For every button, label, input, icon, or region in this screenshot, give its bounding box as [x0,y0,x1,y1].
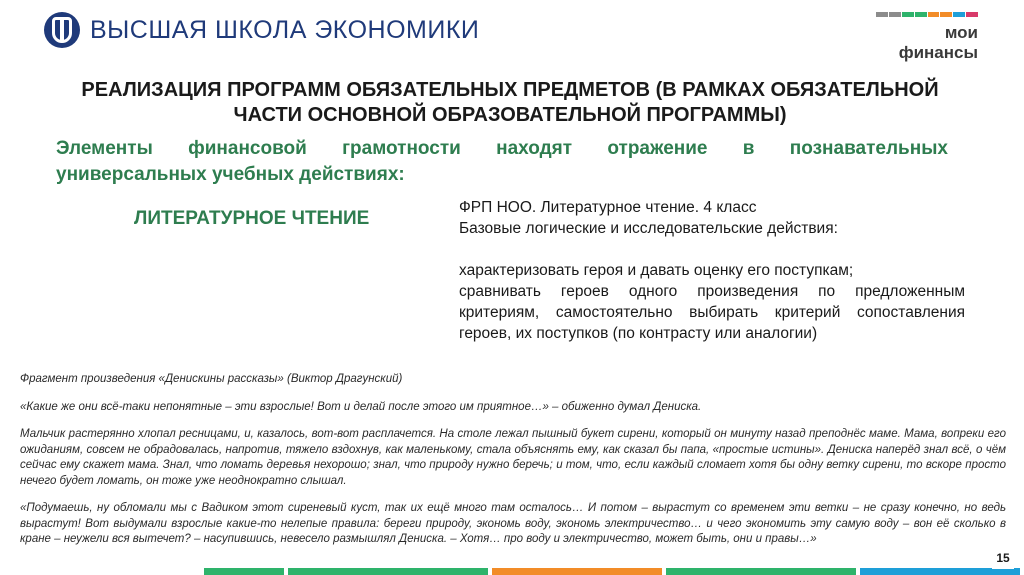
hse-emblem-icon [44,12,80,48]
logo-stripe-3 [915,12,927,17]
bottom-bar-segment-5 [860,568,1020,575]
standards-item-1: характеризовать героя и давать оценку его поступкам; [459,262,854,279]
fragment-paragraph-2: Мальчик растерянно хлопал ресницами, и, казалось, вот-вот расплачется. На столе лежал пышный букет сирени, который он минуту назад преподнёс маме. Мама, вопреки его ожиданиям, совсем не обрадовалась, напротив, тяжело вздохнув, как маленькому, стала объяснять ему, как сказал бы папа, «простые истины». Дениска наперёд знал всё, о чём сейчас ему скажет мама. Знал, что ломать деревья нехорошо; знал, что природу нужно беречь; и том, что, если каждый сломает хотя бы одну ветку сирени, то вскоре просто нечего будет ломать, он тоже уже неоднократно слышал. [20,428,1006,487]
logo-stripe-2 [902,12,914,17]
logo-stripe-1 [889,12,901,17]
standards-subheading: Базовые логические и исследовательские действия: [459,220,838,237]
hse-logo [44,12,479,48]
fragment-paragraph-3: «Подумаешь, ну обломали мы с Вадиком этот сиреневый куст, так их ещё много там осталось… И потом – вырастут со временем эти ветки – не сразу конечно, но ведь вырастут! Вот выдумали взрослые какие-то нелепые правила: береги природу, экономь воду, экономь электричество… и чего экономить эту самую воду – вон её сколько в кране – неужели вся вытечет? – насупившись, невесело размышлял Дениска. – Хотя… про воду и электричество, может быть, они и правы…» [20,502,1006,545]
standards-heading: ФРП НОО. Литературное чтение. 4 класс [459,199,757,216]
slide-title: РЕАЛИЗАЦИЯ ПРОГРАММ ОБЯЗАТЕЛЬНЫХ ПРЕДМЕТОВ (В РАМКАХ ОБЯЗАТЕЛЬНОЙ ЧАСТИ ОСНОВНОЙ ОБРАЗОВАТЕЛЬНОЙ ПРОГРАММЫ) [81,79,939,126]
logo-stripes [876,12,978,17]
moi-finansy-logo-text: мои финансы [898,23,978,62]
subtitle-line-1: Элементы финансовой грамотности находят отражение в познавательных [56,138,948,159]
standards-block [459,197,965,344]
bottom-bar-segment-0 [0,568,200,575]
hse-logo-text: ВЫСШАЯ ШКОЛА ЭКОНОМИКИ [90,15,480,44]
standards-item-2: сравнивать героев одного произведения по предложенным критериям, самостоятельно выбирать критерий сопоставления героев, их поступков (по контрасту или аналогии) [459,283,965,342]
page-number: 15 [992,547,1014,569]
bottom-bar-segment-4 [666,568,856,575]
logo-stripe-6 [953,12,965,17]
logo-stripe-4 [928,12,940,17]
logo-stripe-5 [940,12,952,17]
bottom-bar-segment-3 [492,568,662,575]
text-fragment [20,372,1006,560]
section-label: ЛИТЕРАТУРНОЕ ЧТЕНИЕ [134,208,370,229]
slide-subtitle [56,136,948,188]
bottom-color-bar [0,568,1024,575]
logo-stripe-7 [966,12,978,17]
moi-finansy-logo [876,12,978,63]
fragment-paragraph-1: «Какие же они всё-таки непонятные – эти взрослые! Вот и делай после этого им приятное…» – обиженно думал Дениска. [20,400,702,413]
fragment-heading: Фрагмент произведения «Денискины рассказы» (Виктор Драгунский) [20,373,403,385]
bottom-bar-segment-1 [204,568,284,575]
logo-stripe-0 [876,12,888,17]
subtitle-line-2: универсальных учебных действиях: [56,164,405,185]
bottom-bar-segment-2 [288,568,488,575]
